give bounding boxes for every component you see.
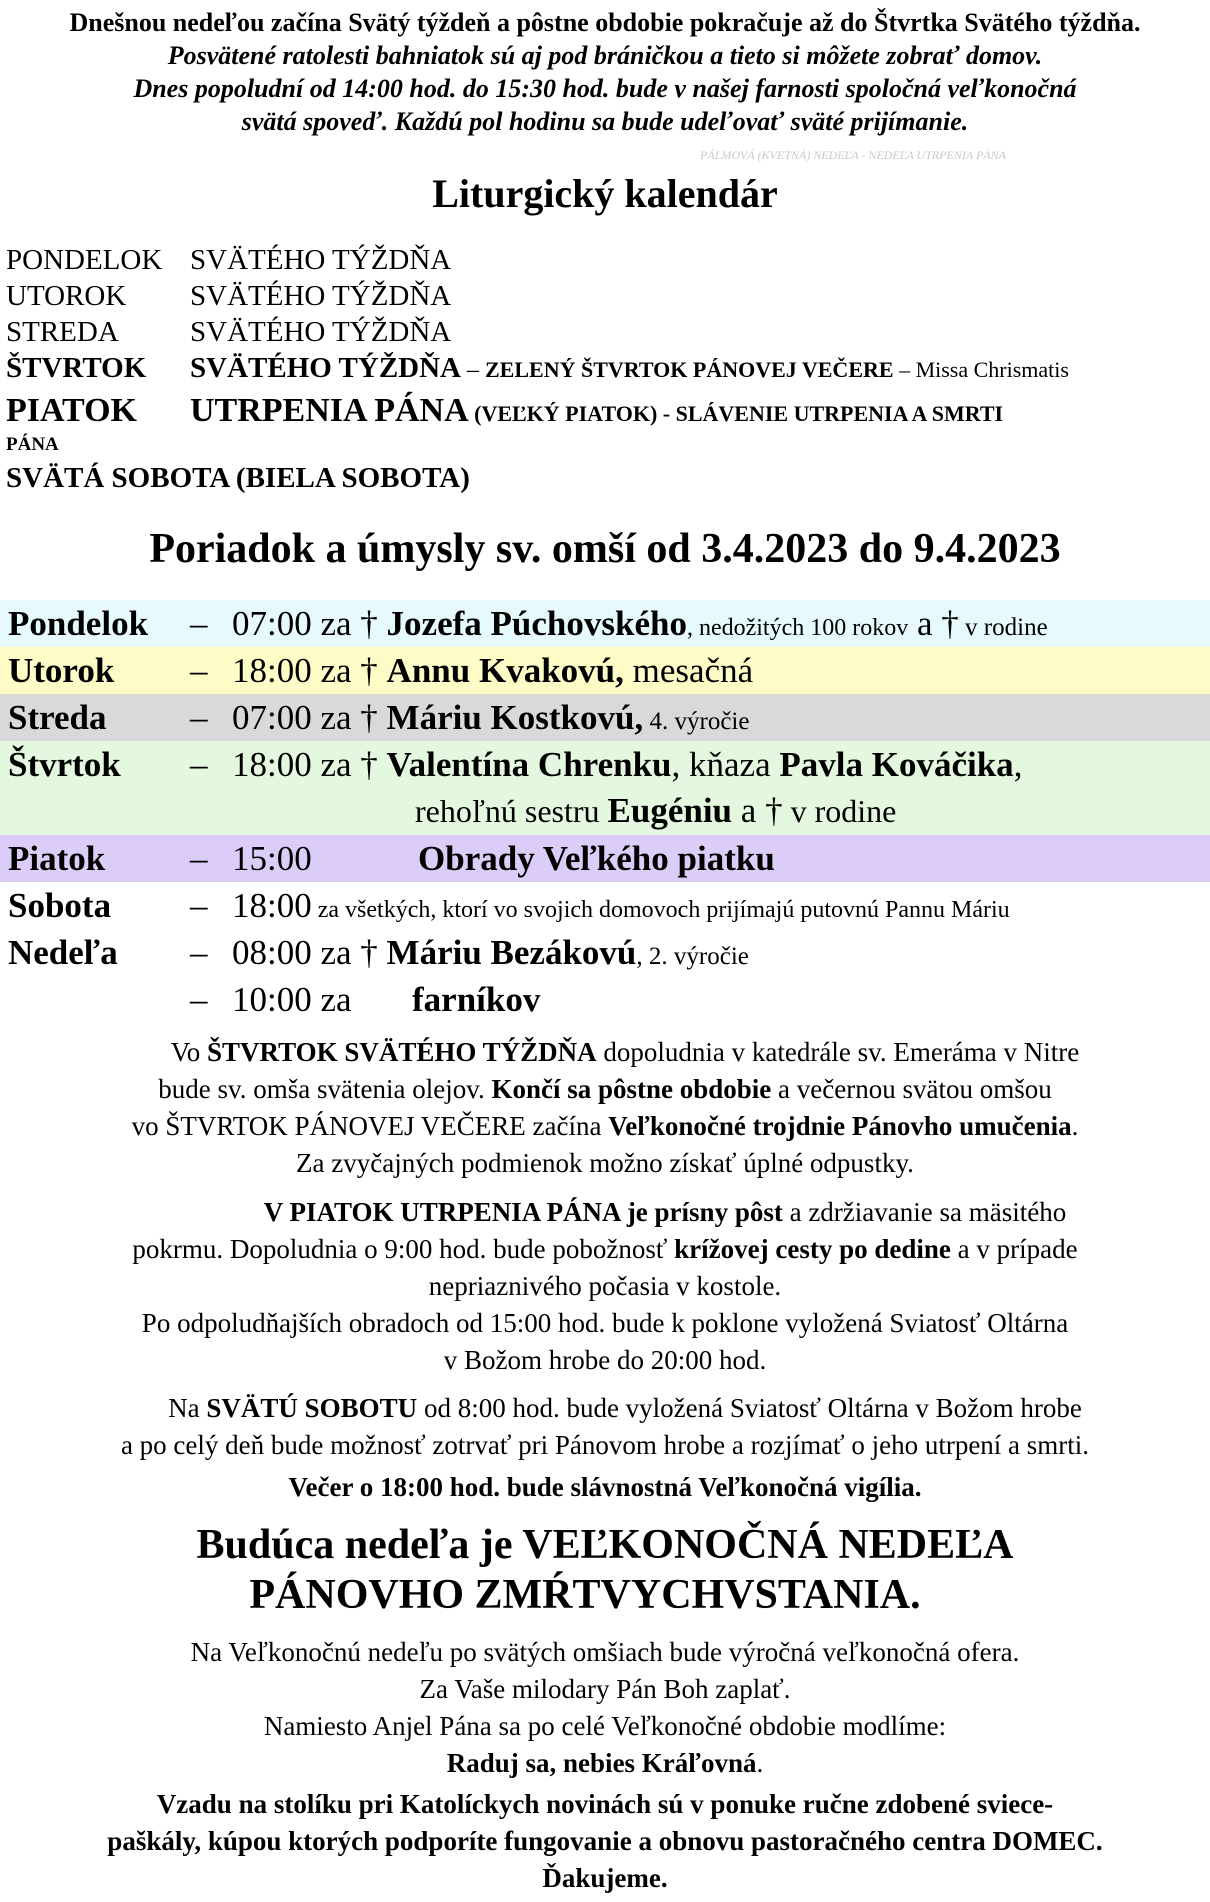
cross-icon: †: [941, 604, 959, 643]
schedule-dash: –: [190, 933, 208, 972]
schedule-day: Štvrtok: [8, 745, 121, 784]
schedule-intention-name-3: Eugéniu: [607, 791, 733, 830]
heading-line-1: Budúca nedeľa je VEĽKONOČNÁ NEDEĽA: [196, 1522, 1014, 1568]
calendar-row-friday: [6, 392, 1003, 430]
schedule-rest: a: [908, 604, 942, 643]
schedule-intention-name: Obrady Veľkého piatku: [418, 839, 775, 878]
schedule-day: Streda: [8, 698, 107, 737]
schedule-row-sunday: [0, 929, 1210, 1023]
schedule-time-2: 10:00 za: [232, 980, 352, 1019]
calendar-day: PIATOK: [6, 392, 137, 429]
calendar-row-monday: [6, 244, 451, 277]
note-bold: krížovej cesty po dedine: [674, 1234, 951, 1264]
note-text: od 8:00 hod. bude vyložená Sviatosť Oltárna v Božom hrobe: [417, 1393, 1082, 1423]
note-line: v Božom hrobe do 20:00 hod.: [443, 1345, 767, 1375]
schedule-note: za všetkých, ktorí vo svojich domovoch prijímajú putovnú Pannu Máriu: [311, 897, 1010, 923]
calendar-text: UTRPENIA PÁNA: [190, 392, 469, 429]
schedule-title: Poriadok a úmysly sv. omší od 3.4.2023 do 9.4.2023: [149, 526, 1061, 572]
schedule-time: 18:00: [232, 886, 312, 925]
intro-line-1: Dnešnou nedeľou začína Svätý týždeň a pôstne obdobie pokračuje až do Štvrtka Svätého týždňa.: [69, 8, 1141, 37]
schedule-rest: , kňaza: [671, 745, 780, 784]
calendar-day: UTOROK: [6, 280, 127, 312]
schedule-entry: [232, 933, 749, 973]
intro-line-2: Posvätené ratolesti bahniatok sú aj pod bráničkou a tieto si môžete zobrať domov.: [167, 41, 1043, 70]
note-line: [0, 1071, 1210, 1108]
note-text: Na: [168, 1393, 207, 1423]
note-text: dopoludnia v katedrále sv. Emeráma v Nitre: [596, 1037, 1080, 1067]
intro-line-3: Dnes popoludní od 14:00 hod. do 15:30 hod. bude v našej farnosti spoločná veľkonočná: [133, 74, 1077, 103]
calendar-text: SVÄTÉHO TÝŽDŇA: [190, 316, 452, 348]
schedule-note: , nedožitých 100 rokov: [686, 615, 909, 641]
schedule-row-monday: [0, 600, 1210, 647]
note-line: [0, 1390, 1210, 1427]
schedule-entry: [232, 651, 753, 691]
calendar-text: SVÄTÉHO TÝŽDŇA: [190, 352, 461, 384]
note-text: .: [1071, 1111, 1079, 1141]
schedule-intention-name: Máriu Kostkovú,: [386, 698, 644, 737]
schedule-day: Pondelok: [8, 604, 149, 643]
schedule-line2: rehoľnú sestru: [415, 793, 608, 829]
intro: [0, 6, 1210, 138]
calendar-row-tuesday: [6, 280, 451, 313]
calendar-text: SVÄTÉHO TÝŽDŇA: [190, 280, 452, 312]
note-bold: SVÄTÚ SOBOTU: [206, 1393, 418, 1423]
note-text: vo ŠTVRTOK PÁNOVEJ VEČERE začína: [131, 1111, 609, 1141]
note-line: [0, 1108, 1210, 1145]
note-line: Po odpoludňajších obradoch od 15:00 hod. bude k poklone vyložená Sviatosť Oltárna: [141, 1308, 1069, 1338]
note-bold: Končí sa pôstne obdobie: [491, 1074, 772, 1104]
schedule-time: 18:00 za: [232, 651, 361, 690]
calendar-row-saturday: SVÄTÁ SOBOTA (BIELA SOBOTA): [6, 462, 470, 494]
note-line: Za Vaše milodary Pán Boh zaplať.: [419, 1674, 791, 1704]
calendar-friday-continued: PÁNA: [6, 434, 59, 455]
note-line: nepriaznivého počasia v kostole.: [428, 1271, 782, 1301]
schedule-rest-2: v rodine: [958, 614, 1048, 641]
calendar-thursday-missa: – Missa Chrismatis: [893, 357, 1069, 382]
note-text: pokrmu. Dopoludnia o 9:00 hod. bude pobožnosť: [132, 1234, 675, 1264]
note-text: a v prípade: [950, 1234, 1078, 1264]
schedule-intention-name: Valentína Chrenku: [386, 745, 672, 784]
schedule-day: Sobota: [8, 886, 112, 925]
note-line: Na Veľkonočnú nedeľu po svätých omšiach bude výročná veľkonočná ofera.: [190, 1637, 1020, 1667]
note-line: Ďakujeme.: [542, 1863, 668, 1893]
calendar-text: SVÄTÉHO TÝŽDŇA: [190, 244, 452, 276]
schedule-entry-continued: [415, 791, 896, 831]
schedule-dash: –: [190, 604, 208, 643]
calendar-row-wednesday: [6, 316, 451, 349]
schedule-time: 15:00: [232, 839, 312, 878]
note-vigil: Večer o 18:00 hod. bude slávnostná Veľkonočná vigília.: [288, 1472, 922, 1502]
schedule-time: 07:00 za: [232, 604, 361, 643]
cross-icon: †: [765, 791, 783, 830]
heading-line-2: PÁNOVHO ZMŔTVYCHVSTANIA.: [249, 1572, 921, 1618]
schedule-dash: –: [190, 698, 208, 737]
schedule-row-tuesday: [0, 647, 1210, 694]
note-bold: V PIATOK UTRPENIA PÁNA je prísny pôst: [263, 1197, 783, 1227]
schedule-row-thursday: [0, 741, 1210, 835]
calendar-day: STREDA: [6, 316, 119, 348]
schedule-time: 07:00 za: [232, 698, 361, 737]
schedule-line2-c: v rodine: [782, 793, 897, 829]
calendar-day: ŠTVRTOK: [6, 352, 147, 384]
schedule-dash: –: [190, 651, 208, 690]
note-line: [0, 1034, 1210, 1071]
schedule-intention-name: Annu Kvakovú,: [386, 651, 624, 690]
cross-icon: †: [360, 933, 378, 972]
schedule-day: Nedeľa: [8, 933, 118, 972]
note-candles: [0, 1786, 1210, 1897]
schedule-entry: [232, 886, 1010, 926]
schedule-dash: –: [190, 839, 208, 878]
calendar-thursday-note: ZELENÝ ŠTVRTOK PÁNOVEJ VEČERE: [485, 357, 894, 382]
note-text: .: [756, 1748, 764, 1778]
schedule-intention-name-2: farníkov: [412, 980, 541, 1019]
cross-icon: †: [360, 604, 378, 643]
schedule-intention-name: Jozefa Púchovského: [386, 604, 687, 643]
schedule-entry: [232, 604, 1048, 644]
note-thursday: [0, 1034, 1210, 1182]
cross-icon: †: [360, 745, 378, 784]
note-friday: [0, 1194, 1210, 1379]
intro-line-4: svätá spoveď. Každú pol hodinu sa bude udeľovať sväté prijímanie.: [241, 107, 969, 136]
note-bold: Raduj sa, nebies Kráľovná: [446, 1748, 757, 1778]
note-text: Vo: [170, 1037, 208, 1067]
note-line: Vzadu na stolíku pri Katolíckych novinách sú v ponuke ručne zdobené sviece-: [156, 1789, 1054, 1819]
schedule-rest-2: ,: [1013, 745, 1023, 784]
note-line: [0, 1231, 1210, 1268]
schedule-entry: [232, 745, 1022, 785]
calendar-dash: –: [461, 357, 485, 383]
schedule-row-friday: [0, 835, 1210, 882]
schedule-dash: –: [190, 745, 208, 784]
schedule-intention-name-2: Pavla Kováčika: [779, 745, 1014, 784]
schedule-intention-name: Máriu Bezákovú: [386, 933, 637, 972]
schedule-note: 4. výročie: [643, 708, 750, 735]
schedule-dash: –: [190, 980, 208, 1019]
ghost-text: PÁLMOVÁ (KVETNÁ) NEDEĽA - NEDEĽA UTRPENIA PÁNA: [700, 148, 1006, 162]
note-line: paškály, kúpou ktorých podporíte fungovanie a obnovu pastoračného centra DOMEC.: [107, 1826, 1103, 1856]
schedule-day: Piatok: [8, 839, 106, 878]
next-sunday-heading: [0, 1520, 1210, 1620]
note-line: Za zvyčajných podmienok možno získať úplné odpustky.: [296, 1148, 914, 1178]
note-text: bude sv. omša svätenia olejov.: [158, 1074, 492, 1104]
note-line: [0, 1194, 1210, 1231]
cross-icon: †: [360, 698, 378, 737]
note-text: a zdržiavanie sa mäsitého: [782, 1197, 1067, 1227]
schedule-dash: –: [190, 886, 208, 925]
schedule-note: , 2. výročie: [636, 943, 749, 970]
note-easter: [0, 1634, 1210, 1782]
schedule-row-saturday: [0, 882, 1210, 929]
cross-icon: †: [360, 651, 378, 690]
schedule-row-wednesday: [0, 694, 1210, 741]
calendar-friday-note: (VEĽKÝ PIATOK) - SLÁVENIE UTRPENIA A SMRTI: [468, 401, 1004, 426]
schedule-line2-b: a: [732, 791, 766, 830]
calendar-title: Liturgický kalendár: [432, 171, 778, 216]
note-text: a večernou svätou omšou: [771, 1074, 1052, 1104]
schedule-day: Utorok: [8, 651, 115, 690]
note-line: [0, 1745, 1210, 1782]
note-saturday: [0, 1390, 1210, 1464]
calendar-day: PONDELOK: [6, 244, 163, 276]
calendar-row-thursday: [6, 352, 1069, 385]
schedule-rest: mesačná: [623, 651, 754, 690]
schedule-time: 08:00 za: [232, 933, 361, 972]
schedule-entry: [232, 698, 749, 738]
note-bold: Veľkonočné trojdnie Pánovho umučenia: [608, 1111, 1072, 1141]
note-bold: ŠTVRTOK SVÄTÉHO TÝŽDŇA: [207, 1037, 597, 1067]
note-line: a po celý deň bude možnosť zotrvať pri Pánovom hrobe a rozjímať o jeho utrpení a smrti.: [120, 1430, 1090, 1460]
note-line: Namiesto Anjel Pána sa po celé Veľkonočné obdobie modlíme:: [263, 1711, 947, 1741]
schedule-time: 18:00 za: [232, 745, 361, 784]
